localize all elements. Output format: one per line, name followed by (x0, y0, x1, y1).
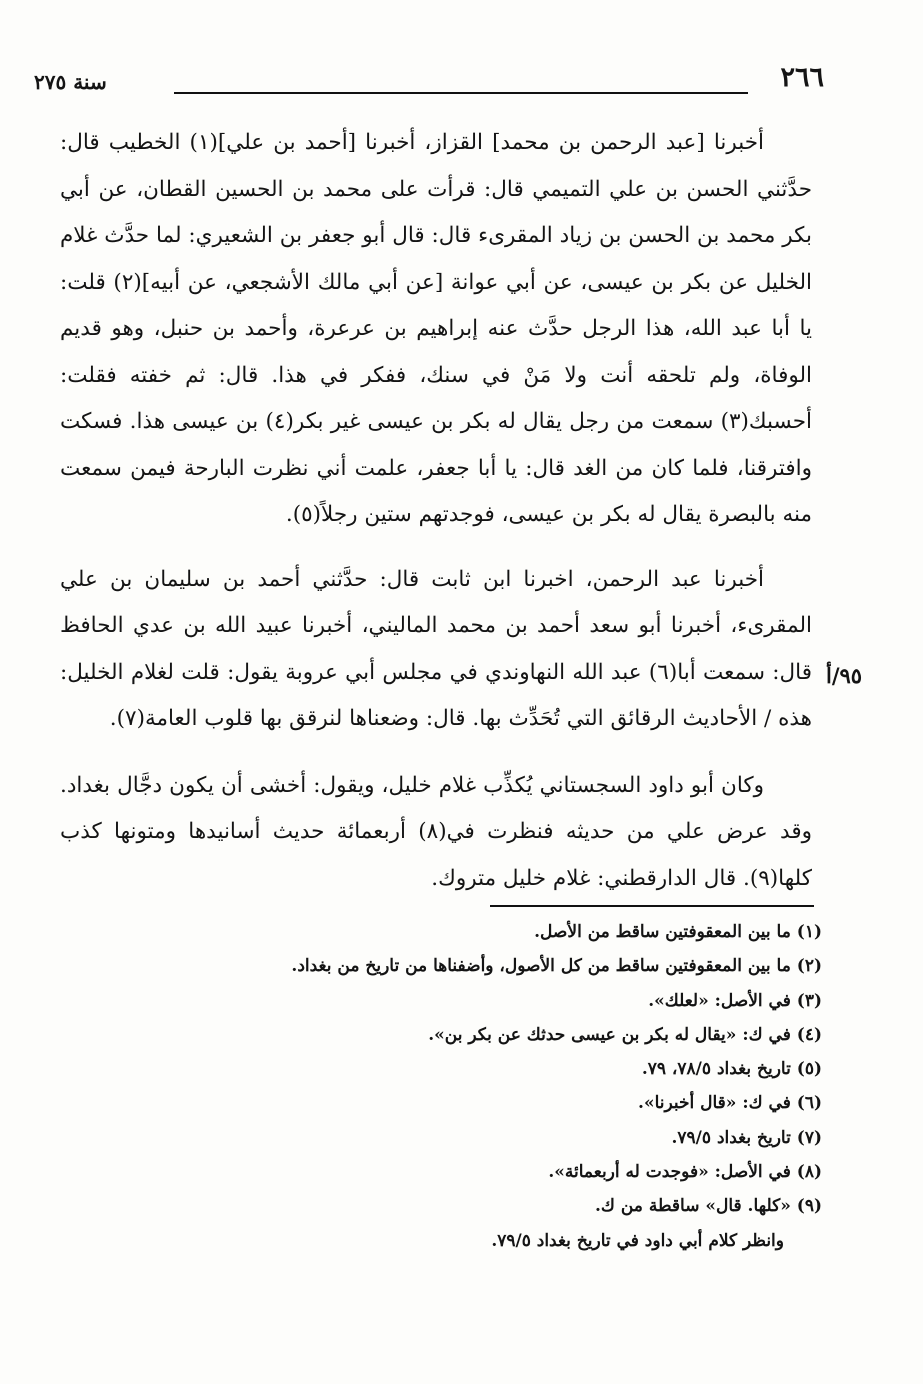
footnote-9: (٩) «كلها. قال» ساقطة من ك. (595, 1196, 822, 1217)
page-header (34, 62, 824, 102)
paragraph-2: أخبرنا عبد الرحمن، اخبرنا ابن ثابت قال: حدَّثني أحمد بن سليمان بن علي المقرىء، أخبرنا أبو سعد أحمد بن محمد الماليني، أخبرنا عبيد الله بن عدي الحافظ قال: سمعت أبا(٦) عبد الله النهاوندي في مجلس أبي عروبة يقول: قلت لغلام الخليل: هذه / الأحاديث الرقائق التي تُحَدِّث بها. قال: وضعناها لنرقق بها قلوب العامة(٧). (60, 566, 813, 731)
margin-folio-note: ٩٥/أ (826, 663, 863, 688)
footnote-6: (٦) في ك: «قال أخبرنا». (638, 1093, 822, 1114)
header-rule (174, 92, 748, 94)
footnote-7: (٧) تاريخ بغداد ٧٩/٥. (671, 1127, 822, 1148)
footnote-8: (٨) في الأصل: «فوجدت له أربعمائة». (548, 1162, 822, 1183)
footnote-note: وانظر كلام أبي داود في تاريخ بغداد ٧٩/٥. (491, 1230, 784, 1251)
footnote-separator (490, 905, 814, 907)
page-number: ٢٦٦ (780, 62, 824, 93)
footnote-3: (٣) في الأصل: «لعلك». (648, 990, 822, 1011)
running-title: سنة ٢٧٥ (34, 70, 107, 94)
footnote-2: (٢) ما بين المعقوفتين ساقط من كل الأصول، وأضفناها من تاريخ من بغداد. (291, 956, 822, 977)
main-text (60, 120, 812, 902)
footnote-4: (٤) في ك: «يقال له بكر بن عيسى حدثك عن بكر بن». (428, 1024, 822, 1045)
footnote-1: (١) ما بين المعقوفتين ساقط من الأصل. (534, 922, 822, 942)
footnotes (60, 915, 822, 1258)
paragraph-3: وكان أبو داود السجستاني يُكذِّب غلام خليل، ويقول: أخشى أن يكون دجَّال بغداد. وقد عرض علي من حديثه فنظرت في(٨) أربعمائة حديث أسانيدها ومتونها كذب كلها(٩). قال الدارقطني: غلام خليل متروك. (60, 772, 812, 891)
paragraph-1: أخبرنا [عبد الرحمن بن محمد] القزاز، أخبرنا [أحمد بن علي](١) الخطيب قال: حدَّثني الحسن بن علي التميمي قال: قرأت على محمد بن الحسين القطان، عن أبي بكر محمد بن الحسن بن زياد المقرىء قال: قال أبو جعفر بن الشعيري: لما حدَّث غلام الخليل عن بكر بن عيسى، عن أبي عوانة [عن أبي مالك الأشجعي، عن أبيه](٢) قلت: يا أبا عبد الله، هذا الرجل حدَّث عنه إبراهيم بن عرعرة، وأحمد بن حنبل، وهو قديم الوفاة، ولم تلحقه أنت ولا مَنْ في سنك، ففكر في هذا. قال: ثم خفته فقلت: أحسبك(٣) سمعت من رجل يقال له بكر بن عيسى غير بكر(٤) بن عيسى هذا. فسكت وافترقنا، فلما كان من الغد قال: يا أبا جعفر، علمت أني نظرت البارحة فيمن سمعت منه بالبصرة يقال له بكر بن عيسى، فوجدتهم ستين رجلاً(٥). (60, 130, 812, 527)
footnote-5: (٥) تاريخ بغداد ٧٨/٥، ٧٩. (641, 1059, 822, 1080)
